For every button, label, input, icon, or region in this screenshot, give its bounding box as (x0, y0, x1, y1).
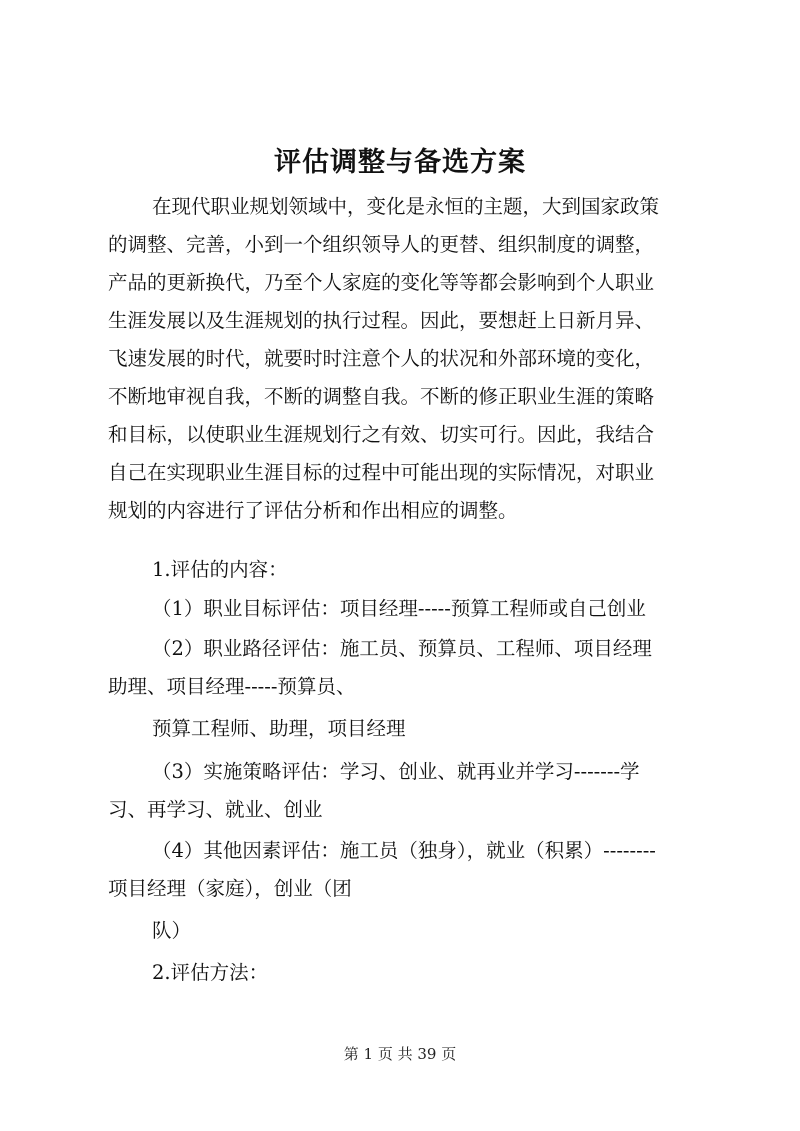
section-heading: 2.评估方法： (152, 961, 269, 984)
paragraph-line: 在现代职业规划领域中，变化是永恒的主题，大到国家政策 (152, 195, 660, 218)
list-item-continuation: 队） (152, 919, 192, 942)
section-heading: 1.评估的内容： (152, 558, 288, 581)
list-item-continuation: 助理、项目经理-----预算员、 (108, 675, 356, 698)
list-item-continuation: 预算工程师、助理，项目经理 (152, 717, 406, 740)
paragraph-line: 生涯发展以及生涯规划的执行过程。因此，要想赶上日新月异、 (108, 309, 655, 332)
paragraph-line: 自己在实现职业生涯目标的过程中可能出现的实际情况，对职业 (108, 461, 655, 484)
list-item-continuation: 习、再学习、就业、创业 (108, 798, 323, 821)
paragraph-line: 和目标，以使职业生涯规划行之有效、切实可行。因此，我结合 (108, 423, 655, 446)
page-number: 第 1 页 共 39 页 (343, 1045, 457, 1063)
list-item: （2）职业路径评估：施工员、预算员、工程师、项目经理 (152, 637, 652, 660)
list-item: （3）实施策略评估：学习、创业、就再业并学习-------学 (152, 760, 640, 783)
document-title: 评估调整与备选方案 (274, 147, 526, 178)
list-item: （4）其他因素评估：施工员（独身），就业（积累）-------- (152, 839, 656, 862)
list-item: （1）职业目标评估：项目经理-----预算工程师或自己创业 (152, 597, 646, 620)
paragraph-line: 不断地审视自我，不断的调整自我。不断的修正职业生涯的策略 (108, 385, 655, 408)
paragraph-line: 产品的更新换代，乃至个人家庭的变化等等都会影响到个人职业 (108, 271, 655, 294)
list-item-continuation: 项目经理（家庭），创业（团 (108, 877, 352, 900)
paragraph-line: 飞速发展的时代，就要时时注意个人的状况和外部环境的变化， (108, 347, 655, 370)
paragraph-line: 规划的内容进行了评估分析和作出相应的调整。 (108, 499, 518, 522)
paragraph-line: 的调整、完善，小到一个组织领导人的更替、组织制度的调整， (108, 233, 655, 256)
